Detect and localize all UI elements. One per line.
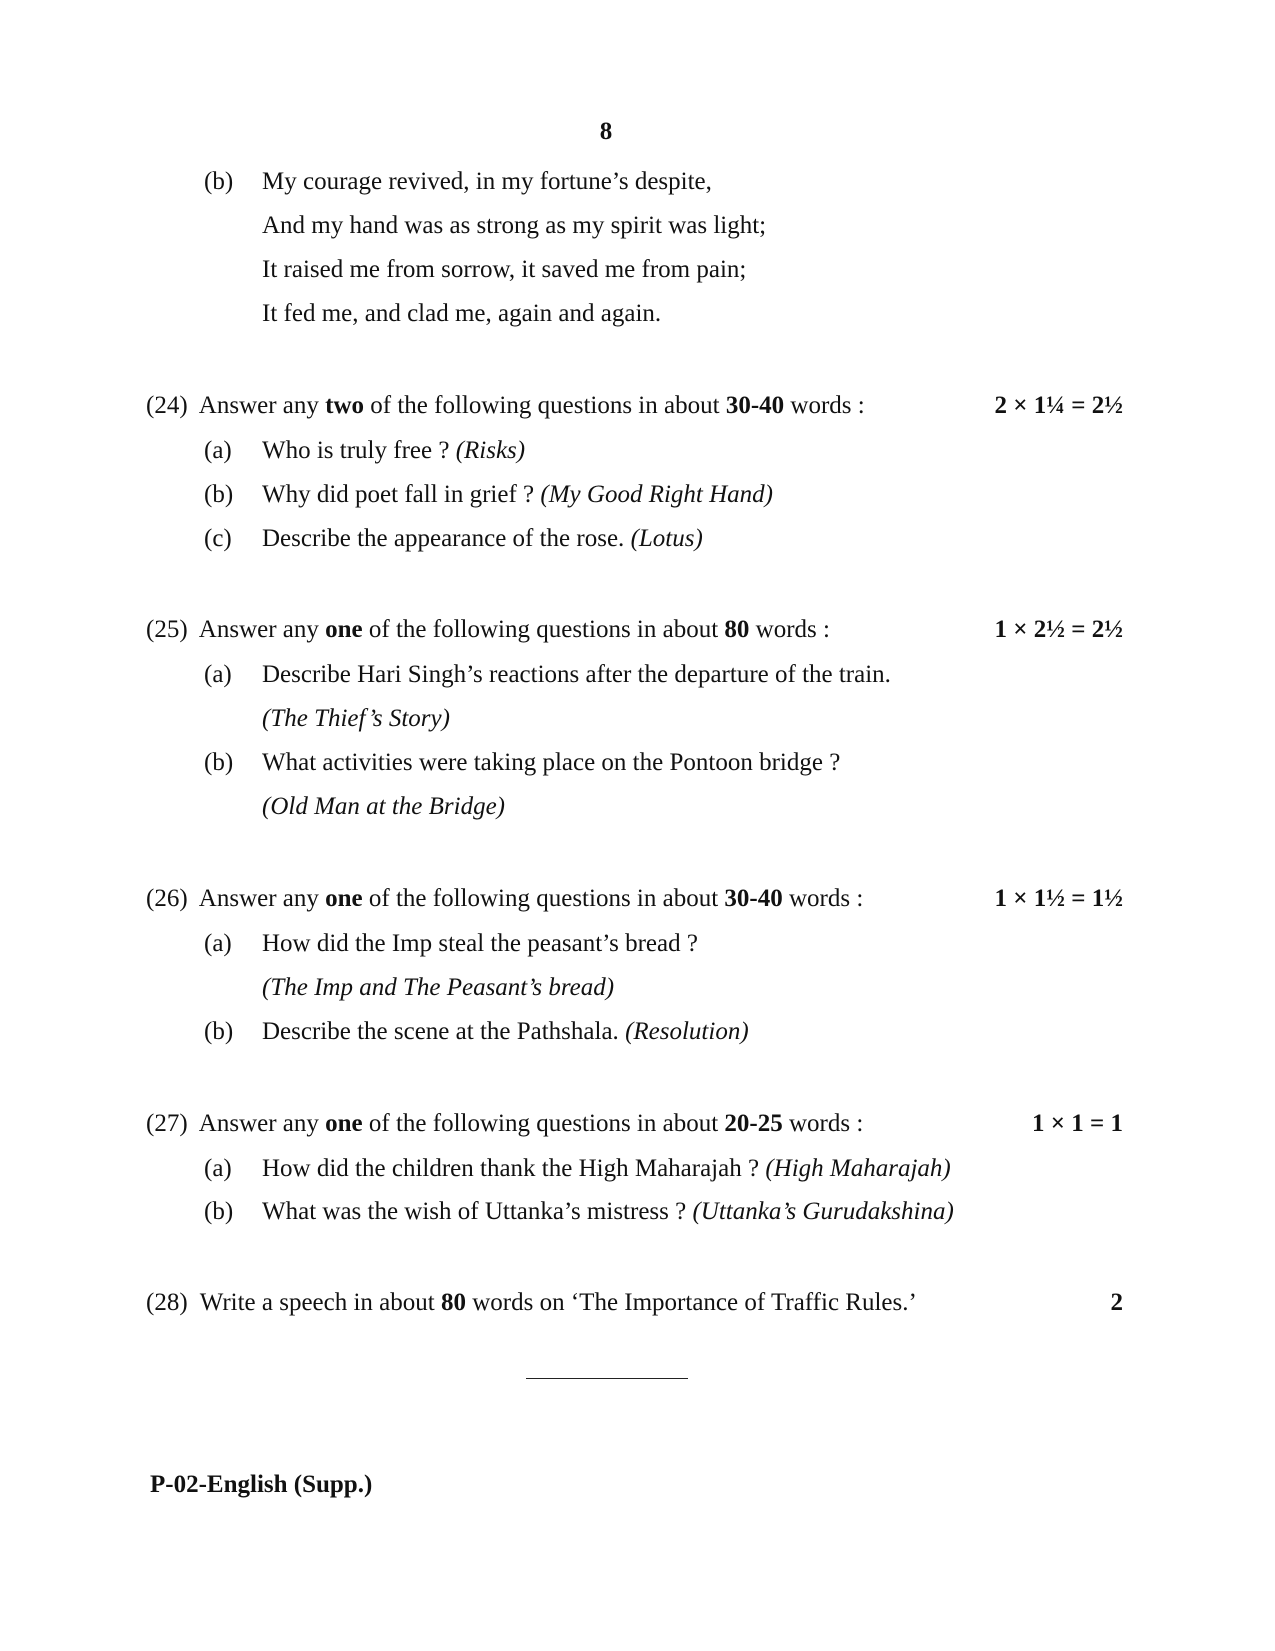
question-number: (27) (146, 1110, 188, 1137)
question-25 (146, 615, 830, 645)
item-text: Describe the scene at the Pathshala. (Resolution) (262, 1018, 749, 1045)
marks-28: 2 (1110, 1289, 1123, 1316)
question-text: Answer any (198, 616, 326, 643)
question-text: of the following questions in about (362, 1110, 725, 1137)
item-source: (Resolution) (625, 1018, 749, 1045)
question-emphasis: 80 (724, 616, 750, 643)
question-number: (24) (146, 392, 188, 419)
end-rule (526, 1378, 688, 1379)
page-number: 8 (599, 118, 613, 145)
question-26 (146, 884, 863, 914)
item-label: (b) (204, 1018, 234, 1045)
question-number: (28) (146, 1289, 188, 1316)
question-text: words : (782, 1110, 864, 1137)
poem-line: My courage revived, in my fortune’s despite, (262, 168, 712, 195)
question-27 (146, 1109, 863, 1139)
question-text: words : (782, 885, 864, 912)
item-text: Describe Hari Singh’s reactions after the departure of the train. (262, 661, 891, 688)
question-text: of the following questions in about (364, 392, 726, 419)
poem-line: It fed me, and clad me, again and again. (262, 300, 662, 327)
item-text: What was the wish of Uttanka’s mistress ? (Uttanka’s Gurudakshina) (262, 1198, 954, 1225)
item-source: (Lotus) (630, 525, 703, 552)
question-text: of the following questions in about (362, 885, 725, 912)
question-emphasis: 30-40 (724, 885, 783, 912)
item-source: (Old Man at the Bridge) (262, 793, 506, 820)
question-text: words : (749, 616, 830, 643)
item-text: What activities were taking place on the Pontoon bridge ? (262, 749, 841, 776)
item-text: Who is truly free ? (Risks) (262, 437, 526, 464)
question-number: (26) (146, 885, 188, 912)
item-label: (a) (204, 437, 232, 464)
item-text: Describe the appearance of the rose. (Lotus) (262, 525, 703, 552)
item-label: (b) (204, 1198, 234, 1225)
paper-code: P-02-English (Supp.) (150, 1471, 373, 1498)
marks-26: 1 × 1½ = 1½ (994, 885, 1123, 912)
item-label: (a) (204, 930, 232, 957)
question-emphasis: 80 (440, 1289, 466, 1316)
question-emphasis: one (325, 616, 363, 643)
question-emphasis: 30-40 (725, 392, 785, 419)
question-text: Answer any (198, 392, 326, 419)
item-source: (The Thief’s Story) (262, 705, 450, 732)
item-label: (a) (204, 1155, 232, 1182)
item-source: (My Good Right Hand) (540, 481, 773, 508)
question-emphasis: one (325, 1110, 363, 1137)
marks-27: 1 × 1 = 1 (1032, 1110, 1123, 1137)
question-28 (146, 1288, 917, 1318)
item-label: (b) (204, 481, 234, 508)
question-emphasis: two (325, 392, 365, 419)
item-text: Why did poet fall in grief ? (My Good Right Hand) (262, 481, 773, 508)
item-source: (The Imp and The Peasant’s bread) (262, 974, 615, 1001)
item-source: (Uttanka’s Gurudakshina) (692, 1198, 954, 1225)
question-emphasis: 20-25 (724, 1110, 783, 1137)
poem-line: And my hand was as strong as my spirit was light; (262, 212, 767, 239)
question-text: Write a speech in about (199, 1289, 441, 1316)
item-text: How did the Imp steal the peasant’s bread ? (262, 930, 698, 957)
poem-label: (b) (204, 168, 234, 195)
item-label: (a) (204, 661, 232, 688)
question-emphasis: one (325, 885, 363, 912)
question-text: Answer any (198, 885, 326, 912)
item-text: How did the children thank the High Maharajah ? (High Maharajah) (262, 1155, 951, 1182)
question-text: words on ‘The Importance of Traffic Rules.’ (465, 1289, 917, 1316)
item-label: (c) (204, 525, 232, 552)
question-text: words : (784, 392, 865, 419)
question-text: of the following questions in about (362, 616, 725, 643)
poem-line: It raised me from sorrow, it saved me from pain; (262, 256, 747, 283)
marks-25: 1 × 2½ = 2½ (994, 616, 1123, 643)
question-24 (146, 391, 865, 421)
marks-24: 2 × 1¼ = 2½ (994, 392, 1123, 419)
question-text: Answer any (198, 1110, 326, 1137)
question-number: (25) (146, 616, 188, 643)
item-source: (High Maharajah) (765, 1155, 951, 1182)
item-label: (b) (204, 749, 234, 776)
item-source: (Risks) (455, 437, 526, 464)
